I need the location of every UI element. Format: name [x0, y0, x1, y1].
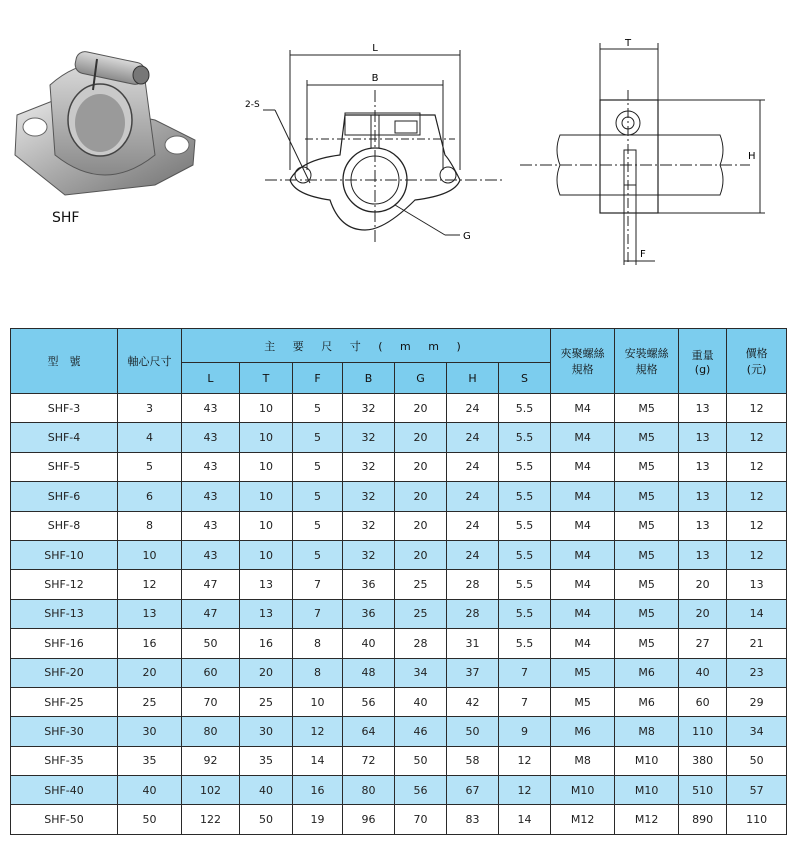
table-cell: 16	[240, 629, 293, 658]
table-cell: SHF-10	[11, 540, 118, 569]
table-cell: 13	[679, 394, 727, 423]
table-cell: 12	[293, 717, 343, 746]
table-cell: 5.5	[499, 394, 551, 423]
table-cell: 58	[447, 746, 499, 775]
table-cell: M12	[551, 805, 615, 834]
product-photo	[5, 45, 215, 245]
table-cell: 20	[395, 540, 447, 569]
table-cell: 890	[679, 805, 727, 834]
table-cell: 37	[447, 658, 499, 687]
table-cell: 21	[727, 629, 787, 658]
table-cell: 5	[293, 540, 343, 569]
table-cell: 24	[447, 452, 499, 481]
table-cell: 20	[118, 658, 182, 687]
table-cell: M8	[551, 746, 615, 775]
table-cell: 72	[343, 746, 395, 775]
table-cell: M5	[615, 394, 679, 423]
table-cell: 20	[240, 658, 293, 687]
table-cell: 28	[395, 629, 447, 658]
table-cell: 50	[182, 629, 240, 658]
header-dim-s: S	[499, 363, 551, 394]
table-cell: 30	[240, 717, 293, 746]
table-cell: 50	[240, 805, 293, 834]
table-row	[11, 658, 787, 687]
table-cell: 380	[679, 746, 727, 775]
table-cell: 24	[447, 540, 499, 569]
table-cell: 48	[343, 658, 395, 687]
table-cell: 12	[727, 482, 787, 511]
diagram-area	[0, 0, 800, 320]
table-cell: 5.5	[499, 599, 551, 628]
table-cell: 60	[182, 658, 240, 687]
table-cell: 25	[240, 687, 293, 716]
table-cell: 6	[118, 482, 182, 511]
table-cell: M8	[615, 717, 679, 746]
table-cell: 43	[182, 482, 240, 511]
table-cell: 3	[118, 394, 182, 423]
table-cell: SHF-8	[11, 511, 118, 540]
table-cell: 40	[240, 776, 293, 805]
table-row	[11, 776, 787, 805]
table-cell: 35	[118, 746, 182, 775]
table-cell: M5	[615, 540, 679, 569]
table-cell: SHF-3	[11, 394, 118, 423]
table-cell: 20	[395, 511, 447, 540]
table-cell: 7	[499, 687, 551, 716]
table-cell: 5.5	[499, 423, 551, 452]
table-cell: M4	[551, 452, 615, 481]
table-cell: SHF-12	[11, 570, 118, 599]
table-cell: 4	[118, 423, 182, 452]
table-cell: 19	[293, 805, 343, 834]
header-model: 型 號	[11, 329, 118, 394]
table-cell: 30	[118, 717, 182, 746]
table-cell: 16	[118, 629, 182, 658]
table-cell: 13	[240, 570, 293, 599]
table-cell: 32	[343, 394, 395, 423]
table-row	[11, 423, 787, 452]
dim-label-F: F	[640, 249, 646, 260]
table-cell: 28	[447, 570, 499, 599]
table-cell: 40	[395, 687, 447, 716]
table-cell: 42	[447, 687, 499, 716]
table-cell: SHF-50	[11, 805, 118, 834]
table-cell: M4	[551, 540, 615, 569]
table-cell: 12	[727, 511, 787, 540]
table-cell: 50	[118, 805, 182, 834]
side-view-drawing	[520, 35, 770, 275]
dim-label-L: L	[372, 43, 378, 54]
table-cell: 92	[182, 746, 240, 775]
table-cell: 67	[447, 776, 499, 805]
table-cell: M4	[551, 394, 615, 423]
table-cell: 13	[679, 511, 727, 540]
spec-table	[10, 328, 787, 835]
table-cell: 8	[293, 629, 343, 658]
table-cell: M4	[551, 482, 615, 511]
table-cell: 13	[679, 482, 727, 511]
table-cell: 12	[499, 746, 551, 775]
table-row	[11, 540, 787, 569]
table-cell: M6	[615, 687, 679, 716]
table-cell: 34	[395, 658, 447, 687]
table-cell: 5	[118, 452, 182, 481]
table-cell: 5	[293, 423, 343, 452]
table-cell: 56	[395, 776, 447, 805]
table-cell: 5.5	[499, 570, 551, 599]
table-cell: 510	[679, 776, 727, 805]
table-cell: 32	[343, 452, 395, 481]
table-cell: 20	[395, 394, 447, 423]
table-cell: 5.5	[499, 482, 551, 511]
header-dimensions: 主 要 尺 寸 ( m m )	[182, 329, 551, 363]
table-cell: 31	[447, 629, 499, 658]
table-cell: 43	[182, 394, 240, 423]
table-row	[11, 687, 787, 716]
product-name: SHF	[52, 210, 80, 226]
table-cell: 57	[727, 776, 787, 805]
header-price: 價格 (元)	[727, 329, 787, 394]
table-cell: SHF-20	[11, 658, 118, 687]
table-cell: 12	[727, 452, 787, 481]
table-cell: 29	[727, 687, 787, 716]
table-cell: 13	[118, 599, 182, 628]
table-cell: 20	[679, 570, 727, 599]
table-cell: 25	[395, 570, 447, 599]
table-cell: 10	[118, 540, 182, 569]
table-cell: M5	[551, 658, 615, 687]
table-cell: M5	[615, 452, 679, 481]
table-cell: 12	[727, 423, 787, 452]
header-clamp-screw: 夾聚螺絲 規格	[551, 329, 615, 394]
table-row	[11, 482, 787, 511]
table-cell: 102	[182, 776, 240, 805]
table-cell: SHF-13	[11, 599, 118, 628]
table-cell: 64	[343, 717, 395, 746]
table-cell: 96	[343, 805, 395, 834]
table-cell: 35	[240, 746, 293, 775]
dim-label-S: 2-S	[245, 100, 260, 110]
table-cell: 47	[182, 599, 240, 628]
table-cell: 13	[727, 570, 787, 599]
table-row	[11, 394, 787, 423]
table-cell: M4	[551, 629, 615, 658]
table-cell: 5	[293, 511, 343, 540]
table-cell: M4	[551, 511, 615, 540]
table-cell: 9	[499, 717, 551, 746]
table-cell: 122	[182, 805, 240, 834]
table-cell: 25	[395, 599, 447, 628]
table-cell: 13	[240, 599, 293, 628]
table-cell: 13	[679, 540, 727, 569]
table-cell: 7	[293, 599, 343, 628]
table-cell: 7	[293, 570, 343, 599]
table-cell: SHF-6	[11, 482, 118, 511]
dim-label-B: B	[371, 73, 379, 84]
table-cell: 5.5	[499, 540, 551, 569]
table-row	[11, 599, 787, 628]
table-cell: 20	[395, 452, 447, 481]
table-cell: M5	[615, 629, 679, 658]
table-cell: M5	[615, 599, 679, 628]
table-row	[11, 717, 787, 746]
table-cell: 32	[343, 482, 395, 511]
table-cell: 14	[727, 599, 787, 628]
table-cell: 10	[240, 423, 293, 452]
dim-label-H: H	[748, 151, 756, 162]
table-cell: M4	[551, 599, 615, 628]
table-cell: 10	[240, 482, 293, 511]
header-dim-f: F	[293, 363, 343, 394]
table-cell: 43	[182, 423, 240, 452]
table-cell: 70	[182, 687, 240, 716]
table-row	[11, 570, 787, 599]
table-cell: M5	[615, 511, 679, 540]
table-cell: 13	[679, 423, 727, 452]
table-cell: 43	[182, 540, 240, 569]
table-cell: 5	[293, 482, 343, 511]
table-cell: 60	[679, 687, 727, 716]
table-cell: 50	[447, 717, 499, 746]
table-cell: M10	[551, 776, 615, 805]
table-cell: SHF-4	[11, 423, 118, 452]
table-row	[11, 746, 787, 775]
table-cell: 8	[293, 658, 343, 687]
table-cell: M5	[551, 687, 615, 716]
dim-label-T: T	[624, 38, 632, 49]
table-cell: 50	[395, 746, 447, 775]
header-dim-h: H	[447, 363, 499, 394]
table-cell: 32	[343, 540, 395, 569]
table-cell: M5	[615, 423, 679, 452]
table-row	[11, 452, 787, 481]
table-cell: 5.5	[499, 629, 551, 658]
table-row	[11, 629, 787, 658]
table-cell: 7	[499, 658, 551, 687]
header-weight: 重量 (g)	[679, 329, 727, 394]
table-cell: 14	[293, 746, 343, 775]
table-cell: M5	[615, 570, 679, 599]
table-cell: 12	[499, 776, 551, 805]
table-cell: 46	[395, 717, 447, 746]
table-cell: 47	[182, 570, 240, 599]
table-cell: M10	[615, 776, 679, 805]
table-cell: M5	[615, 482, 679, 511]
table-cell: 36	[343, 570, 395, 599]
table-cell: SHF-30	[11, 717, 118, 746]
table-cell: 24	[447, 511, 499, 540]
table-cell: 24	[447, 394, 499, 423]
dim-label-G: G	[463, 231, 471, 242]
table-cell: 20	[395, 423, 447, 452]
header-dim-g: G	[395, 363, 447, 394]
table-cell: 10	[240, 452, 293, 481]
header-dim-t: T	[240, 363, 293, 394]
table-row	[11, 511, 787, 540]
table-cell: 110	[727, 805, 787, 834]
table-cell: M6	[615, 658, 679, 687]
table-cell: M10	[615, 746, 679, 775]
table-cell: 5	[293, 452, 343, 481]
table-cell: SHF-25	[11, 687, 118, 716]
table-cell: 50	[727, 746, 787, 775]
table-cell: 5.5	[499, 452, 551, 481]
table-cell: 32	[343, 423, 395, 452]
table-cell: 5	[293, 394, 343, 423]
front-view-drawing	[245, 35, 545, 265]
table-cell: 83	[447, 805, 499, 834]
table-cell: 14	[499, 805, 551, 834]
table-cell: 36	[343, 599, 395, 628]
table-cell: 40	[679, 658, 727, 687]
table-cell: 5.5	[499, 511, 551, 540]
table-cell: 80	[343, 776, 395, 805]
table-cell: 40	[118, 776, 182, 805]
table-cell: M12	[615, 805, 679, 834]
table-cell: 20	[679, 599, 727, 628]
table-cell: 24	[447, 423, 499, 452]
table-cell: 10	[240, 394, 293, 423]
table-cell: SHF-40	[11, 776, 118, 805]
table-cell: 70	[395, 805, 447, 834]
table-cell: 23	[727, 658, 787, 687]
table-cell: M6	[551, 717, 615, 746]
table-cell: 27	[679, 629, 727, 658]
header-shaft: 軸心尺寸	[118, 329, 182, 394]
table-cell: 12	[118, 570, 182, 599]
table-cell: 12	[727, 540, 787, 569]
table-cell: M4	[551, 570, 615, 599]
table-cell: SHF-35	[11, 746, 118, 775]
table-row	[11, 805, 787, 834]
table-cell: 10	[240, 511, 293, 540]
table-cell: 34	[727, 717, 787, 746]
table-cell: M4	[551, 423, 615, 452]
table-cell: 28	[447, 599, 499, 628]
table-cell: 56	[343, 687, 395, 716]
table-cell: 25	[118, 687, 182, 716]
table-cell: 32	[343, 511, 395, 540]
table-cell: 16	[293, 776, 343, 805]
header-dim-l: L	[182, 363, 240, 394]
table-cell: 40	[343, 629, 395, 658]
table-cell: 110	[679, 717, 727, 746]
table-cell: 10	[293, 687, 343, 716]
table-cell: 8	[118, 511, 182, 540]
table-cell: 43	[182, 511, 240, 540]
header-dim-b: B	[343, 363, 395, 394]
table-cell: 20	[395, 482, 447, 511]
header-mount-screw: 安裝螺絲 規格	[615, 329, 679, 394]
table-cell: 13	[679, 452, 727, 481]
table-cell: 10	[240, 540, 293, 569]
table-cell: SHF-5	[11, 452, 118, 481]
table-cell: 24	[447, 482, 499, 511]
table-cell: 80	[182, 717, 240, 746]
table-cell: SHF-16	[11, 629, 118, 658]
table-cell: 12	[727, 394, 787, 423]
table-cell: 43	[182, 452, 240, 481]
